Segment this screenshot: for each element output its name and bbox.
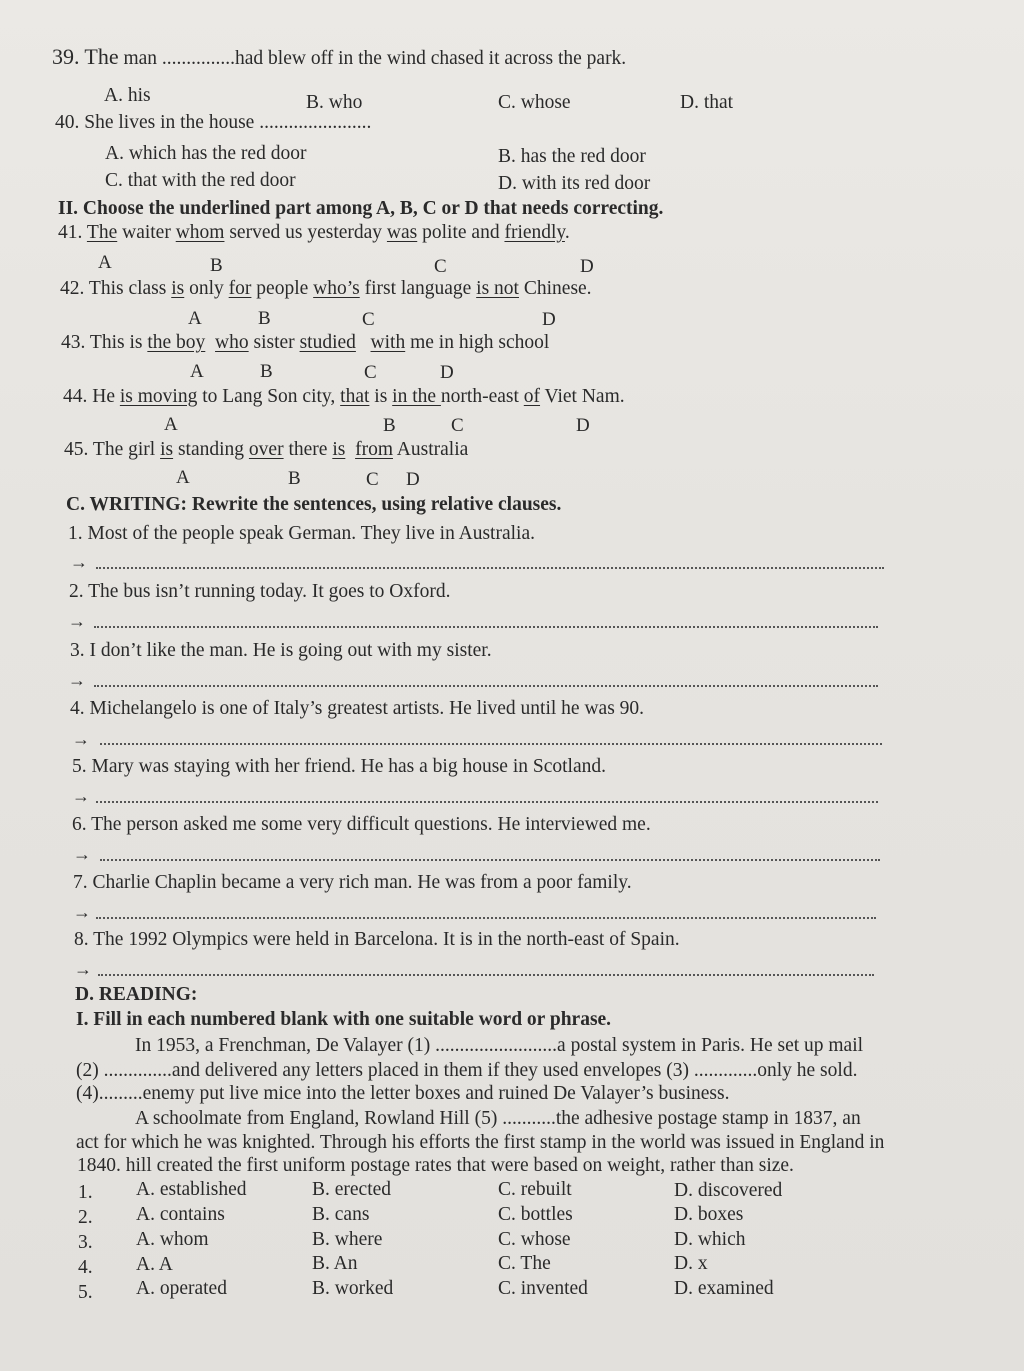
question-39: 39. The man ...............had blew off in the wind chased it across the park. bbox=[52, 44, 627, 69]
option-b[interactable]: B. cans bbox=[312, 1204, 370, 1225]
blank-3[interactable]: ............. bbox=[693, 1060, 758, 1081]
answer-line-5[interactable] bbox=[96, 801, 878, 803]
reading-subtitle: I. Fill in each numbered blank with one suitable word or phrase. bbox=[76, 1009, 612, 1030]
arrow-icon: → bbox=[73, 902, 91, 922]
label-a: A bbox=[188, 308, 202, 329]
arrow-icon: → bbox=[70, 552, 88, 572]
answer-line-7[interactable] bbox=[96, 917, 876, 919]
option-b[interactable]: B. where bbox=[312, 1229, 383, 1250]
question-43: 43. This is the boy who sister studied with me in high school bbox=[61, 332, 550, 353]
label-a: A bbox=[190, 361, 204, 382]
answer-line-3[interactable] bbox=[94, 685, 878, 687]
writing-item-4: 4. Michelangelo is one of Italy’s greatest artists. He lived until he was 90. bbox=[70, 698, 645, 719]
option-d[interactable]: D. x bbox=[674, 1253, 708, 1274]
label-b: B bbox=[258, 308, 271, 329]
passage-line-5: act for which he was knighted. Through his efforts the first stamp in the world was issued in England in bbox=[76, 1132, 885, 1153]
label-b: B bbox=[210, 255, 223, 276]
label-d: D bbox=[440, 362, 454, 383]
answer-line-1[interactable] bbox=[96, 567, 884, 569]
option-b[interactable]: B. erected bbox=[312, 1179, 392, 1200]
blank-5[interactable]: ........... bbox=[502, 1108, 556, 1129]
passage-line-6: 1840. hill created the first uniform postage rates that were based on weight, rather than size. bbox=[77, 1155, 794, 1176]
option-d[interactable]: D. which bbox=[674, 1229, 746, 1250]
q39-option-c[interactable]: C. whose bbox=[498, 92, 571, 113]
option-c[interactable]: C. whose bbox=[498, 1229, 571, 1250]
question-number: 39. bbox=[52, 44, 80, 69]
answer-line-4[interactable] bbox=[100, 743, 882, 745]
option-a[interactable]: A. operated bbox=[136, 1278, 227, 1299]
passage-line-1: In 1953, a Frenchman, De Valayer (1) .........................a postal system in Paris. He set up mail bbox=[135, 1035, 864, 1056]
q39-option-b[interactable]: B. who bbox=[306, 92, 363, 113]
option-b[interactable]: B. An bbox=[312, 1253, 358, 1274]
writing-item-1: 1. Most of the people speak German. They live in Australia. bbox=[68, 523, 535, 544]
label-d: D bbox=[406, 469, 420, 490]
writing-item-8: 8. The 1992 Olympics were held in Barcelona. It is in the north-east of Spain. bbox=[74, 929, 680, 950]
arrow-icon: → bbox=[74, 959, 92, 979]
label-a: A bbox=[176, 467, 190, 488]
worksheet-page: 39. The man ...............had blew off in the wind chased it across the park. A. his B. who C. whose D. that 40. She lives in the house ....................... A. which has the red door B. has the red door C. that with the red door D. with its red door II. Choose the underlined part among A, B, C or D that needs correcting. 41. The waiter whom served us yesterday was polite and friendly. A B C D 42. This class is only for people who’s first language is not Chinese. A B C D 43. This is the boy who sister studied with me in high school A B C D 44. He is moving to Lang Son city, that is in the north-east of Viet Nam. A B C D 45. The girl is standing over there is from Australia A B C D C. WRITING: Rewrite the sentences, using relative clauses. 1. Most of the people speak German. They live in Australia. → 2. The bus isn’t running today. It goes to Oxford. → 3. I don’t like the man. He is going out with my sister. → 4. Michelangelo is one of Italy’s greatest artists. He lived until he was 90. → 5. Mary was staying with her friend. He has a big house in Scotland. → 6. The person asked me some very difficult questions. He interviewed me. → 7. Charlie Chaplin became a very rich man. He was from a poor family. → 8. The 1992 Olympics were held in Barcelona. It is in the north-east of Spain. → D. READING: I. Fill in each numbered blank with one suitable word or phrase. In 1953, a Frenchman, De Valayer (1) .........................a postal system in Paris. He set up mail (2) ..............and delivered any letters placed in them if they used envelopes (3) .............only he sold. (4).........enemy put live mice into the letter boxes and ruined De Valayer’s business. A schoolmate from England, Rowland Hill (5) ...........the adhesive postage stamp in 1837, an act for which he was knighted. Through his efforts the first stamp in the world was issued in England in 1840. hill created the first uniform postage rates that were based on weight, rather than size. 1. A. established B. erected C. rebuilt D. discovered 2. A. contains B. cans C. bottles D. boxes 3. A. whom B. where C. whose D. which 4. A. A B. An C. The D. x 5. A. operated B. worked C. invented D. examined bbox=[0, 0, 1024, 1371]
option-c[interactable]: C. invented bbox=[498, 1278, 588, 1299]
writing-title: C. WRITING: Rewrite the sentences, using relative clauses. bbox=[66, 494, 562, 515]
passage-line-3: (4).........enemy put live mice into the letter boxes and ruined De Valayer’s business. bbox=[76, 1083, 730, 1104]
option-a[interactable]: A. established bbox=[136, 1179, 247, 1200]
writing-item-6: 6. The person asked me some very difficult questions. He interviewed me. bbox=[72, 814, 651, 835]
label-d: D bbox=[580, 256, 594, 277]
q40-option-d[interactable]: D. with its red door bbox=[498, 173, 651, 194]
option-a[interactable]: A. A bbox=[136, 1254, 173, 1275]
writing-item-5: 5. Mary was staying with her friend. He has a big house in Scotland. bbox=[72, 756, 606, 777]
answer-line-6[interactable] bbox=[100, 859, 880, 861]
option-d[interactable]: D. boxes bbox=[674, 1204, 744, 1225]
arrow-icon: → bbox=[68, 611, 86, 631]
label-c: C bbox=[434, 256, 447, 277]
option-b[interactable]: B. worked bbox=[312, 1278, 394, 1299]
option-d[interactable]: D. discovered bbox=[674, 1180, 783, 1201]
question-40: 40. She lives in the house ....................... bbox=[55, 112, 372, 133]
arrow-icon: → bbox=[72, 729, 90, 749]
label-c: C bbox=[366, 469, 379, 490]
passage-line-2: (2) ..............and delivered any letters placed in them if they used envelopes (3) .............only he sold. bbox=[76, 1060, 858, 1081]
arrow-icon: → bbox=[68, 670, 86, 690]
label-a: A bbox=[164, 414, 178, 435]
label-d: D bbox=[542, 309, 556, 330]
option-a[interactable]: A. whom bbox=[136, 1229, 209, 1250]
section-2-title: II. Choose the underlined part among A, B, C or D that needs correcting. bbox=[58, 198, 664, 219]
passage-line-4: A schoolmate from England, Rowland Hill (5) ...........the adhesive postage stamp in 1837, an bbox=[135, 1108, 861, 1129]
blank-2[interactable]: .............. bbox=[103, 1060, 172, 1081]
option-c[interactable]: C. rebuilt bbox=[498, 1179, 572, 1200]
q40-option-b[interactable]: B. has the red door bbox=[498, 146, 646, 167]
reading-title: D. READING: bbox=[75, 984, 198, 1005]
question-42: 42. This class is only for people who’s first language is not Chinese. bbox=[60, 278, 592, 299]
option-c[interactable]: C. The bbox=[498, 1253, 551, 1274]
q39-option-a[interactable]: A. his bbox=[104, 85, 151, 106]
arrow-icon: → bbox=[73, 844, 91, 864]
answer-blank[interactable]: ............... bbox=[161, 48, 236, 69]
option-d[interactable]: D. examined bbox=[674, 1278, 774, 1299]
q39-option-d[interactable]: D. that bbox=[680, 92, 734, 113]
label-d: D bbox=[576, 415, 590, 436]
label-b: B bbox=[383, 415, 396, 436]
label-b: B bbox=[288, 468, 301, 489]
writing-item-7: 7. Charlie Chaplin became a very rich man. He was from a poor family. bbox=[73, 872, 632, 893]
label-c: C bbox=[451, 415, 464, 436]
answer-line-2[interactable] bbox=[94, 626, 878, 628]
option-a[interactable]: A. contains bbox=[136, 1204, 225, 1225]
q40-option-a[interactable]: A. which has the red door bbox=[105, 143, 307, 164]
label-c: C bbox=[364, 362, 377, 383]
writing-item-2: 2. The bus isn’t running today. It goes to Oxford. bbox=[69, 581, 451, 602]
label-b: B bbox=[260, 361, 273, 382]
blank-4[interactable]: ......... bbox=[98, 1083, 143, 1104]
label-c: C bbox=[362, 309, 375, 330]
question-41: 41. The waiter whom served us yesterday was polite and friendly. bbox=[58, 222, 570, 243]
blank-1[interactable]: ......................... bbox=[435, 1035, 558, 1056]
q40-option-c[interactable]: C. that with the red door bbox=[105, 170, 296, 191]
arrow-icon: → bbox=[72, 786, 90, 806]
label-a: A bbox=[98, 252, 112, 273]
question-45: 45. The girl is standing over there is from Australia bbox=[64, 439, 469, 460]
question-44: 44. He is moving to Lang Son city, that is in the north-east of Viet Nam. bbox=[63, 386, 625, 407]
answer-blank[interactable]: ....................... bbox=[259, 112, 372, 133]
answer-line-8[interactable] bbox=[98, 974, 874, 976]
writing-item-3: 3. I don’t like the man. He is going out with my sister. bbox=[70, 640, 492, 661]
option-c[interactable]: C. bottles bbox=[498, 1204, 573, 1225]
